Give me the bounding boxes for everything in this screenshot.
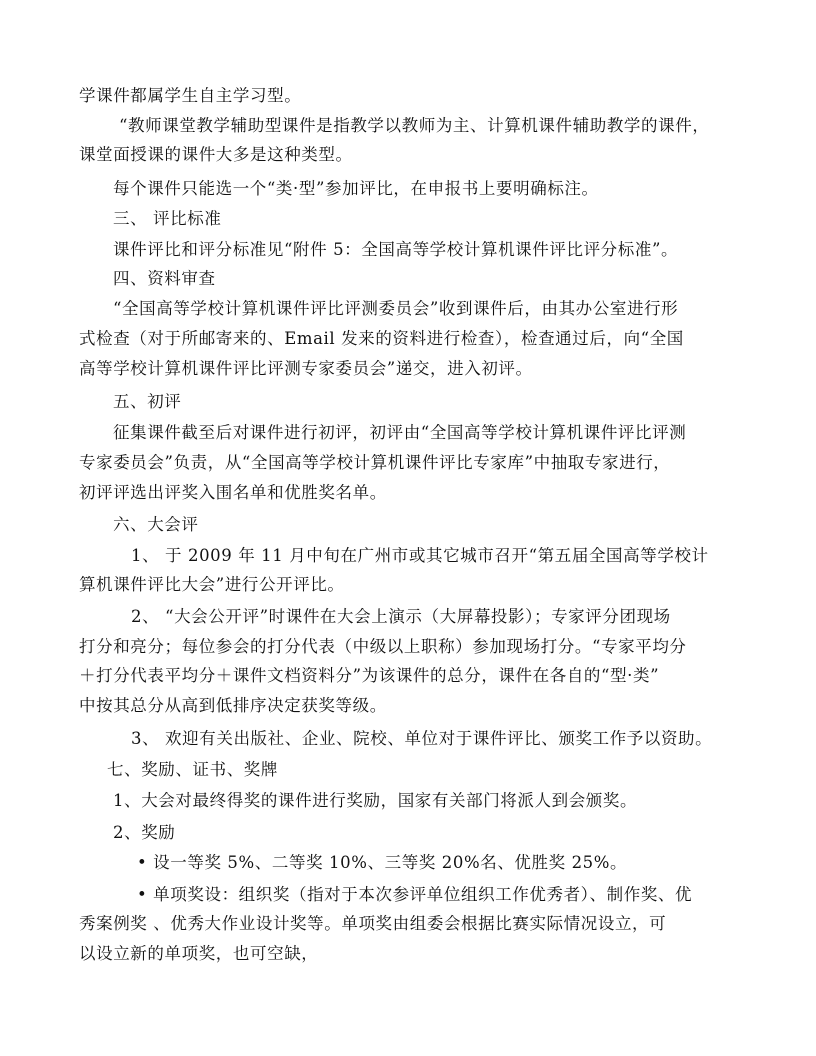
paragraph-line: 式检查（对于所邮寄来的、Email 发来的资料进行检查），检查通过后，向“全国	[79, 329, 684, 348]
section-heading: 七、奖励、证书、奖牌	[107, 760, 278, 779]
bullet-item-line: 以设立新的单项奖，也可空缺，	[79, 944, 319, 963]
bullet-item-line: • 单项奖设：组织奖（指对于本次参评单位组织工作优秀者）、制作奖、优	[137, 885, 693, 904]
paragraph-line: 征集课件截至后对课件进行初评，初评由“全国高等学校计算机课件评比评测	[113, 423, 687, 442]
list-item-line: 1、 于 2009 年 11 月中旬在广州市或其它城市召开“第五届全国高等学校计	[131, 546, 709, 565]
list-item-line: ＋打分代表平均分＋课件文档资料分”为该课件的总分，课件在各自的“型·类”	[79, 666, 660, 685]
section-heading: 三、 评比标准	[113, 209, 222, 228]
section-heading: 六、大会评	[113, 515, 199, 534]
paragraph-line: 课堂面授课的课件大多是这种类型。	[79, 145, 353, 164]
list-item-line: 中按其总分从高到低排序决定获奖等级。	[79, 696, 387, 715]
paragraph-line: “教师课堂教学辅助型课件是指教学以教师为主、计算机课件辅助教学的课件，	[119, 116, 710, 135]
list-item-line: 打分和亮分；每位参会的打分代表（中级以上职称）参加现场打分。“专家平均分	[79, 637, 687, 656]
paragraph-line: 学课件都属学生自主学习型。	[79, 86, 302, 105]
paragraph-line: 课件评比和评分标准见“附件 5：全国高等学校计算机课件评比评分标准”。	[113, 240, 679, 259]
section-heading: 四、资料审查	[113, 269, 216, 288]
bullet-item-line: • 设一等奖 5%、二等奖 10%、三等奖 20%名、优胜奖 25%。	[137, 853, 628, 872]
section-heading: 五、初评	[113, 392, 182, 411]
paragraph-line: 专家委员会”负责，从“全国高等学校计算机课件评比专家库”中抽取专家进行，	[79, 453, 671, 472]
list-item-line: 2、奖励	[113, 823, 176, 842]
paragraph-line: 高等学校计算机课件评比评测专家委员会”递交，进入初评。	[79, 359, 533, 378]
paragraph-line: 每个课件只能选一个“类·型”参加评比，在申报书上要明确标注。	[113, 179, 599, 198]
paragraph-line: 初评评选出评奖入围名单和优胜奖名单。	[79, 483, 387, 502]
bullet-item-line: 秀案例奖 、优秀大作业设计奖等。单项奖由组委会根据比赛实际情况设立，可	[79, 914, 667, 933]
list-item-line: 1、大会对最终得奖的课件进行奖励，国家有关部门将派人到会颁奖。	[113, 791, 638, 810]
list-item-line: 3、 欢迎有关出版社、企业、院校、单位对于课件评比、颁奖工作予以资助。	[131, 729, 713, 748]
list-item-line: 2、 “大会公开评”时课件在大会上演示（大屏幕投影）；专家评分团现场	[131, 607, 671, 626]
paragraph-line: “全国高等学校计算机课件评比评测委员会”收到课件后，由其办公室进行形	[113, 299, 679, 318]
list-item-line: 算机课件评比大会”进行公开评比。	[79, 575, 345, 594]
